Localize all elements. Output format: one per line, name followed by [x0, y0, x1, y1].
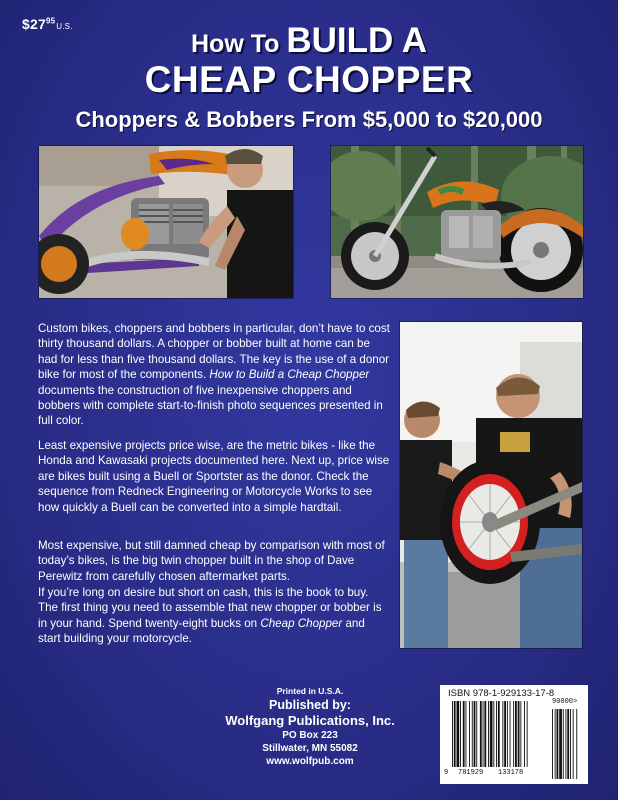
price-currency: U.S.: [56, 22, 73, 31]
photo-mechanic-at-work: [39, 146, 293, 298]
paragraph-4-book-title: Cheap Chopper: [260, 616, 343, 630]
photo-mechanic-illustration: [39, 146, 293, 298]
title-emphasis: BUILD A: [286, 21, 427, 60]
photo-wheel-illustration: [400, 322, 582, 648]
description-paragraph-3: Most expensive, but still damned cheap by comparison with most of today’s bikes, is the big twin chopper built in the shop of Dave Perewitz from carefully chosen aftermarket parts.: [38, 539, 385, 583]
price-cents: 95: [45, 16, 56, 26]
book-title-line2: CHEAP CHOPPER: [144, 59, 474, 100]
barcode-digits-right: 133178: [498, 769, 524, 777]
price-dollars: $27: [22, 16, 46, 32]
title-prefix: How To: [191, 30, 287, 58]
isbn-number: ISBN 978-1-929133-17-8: [448, 688, 555, 699]
photo-orange-chopper: [331, 146, 583, 298]
photo-chopper-illustration: [331, 146, 583, 298]
book-subtitle: Choppers & Bobbers From $5,000 to $20,000: [75, 107, 543, 132]
description-paragraph-2: Least expensive projects price wise, are the metric bikes - like the Honda and Kawasaki projects documented here. Next up, price wise are bikes built using a Buell or Sportster as the donor. Check the sequence from Redneck Engineering or Motorcycle Works to see how quickly a Buell can be converted into a simple hardtail.: [38, 439, 390, 514]
paragraph-1-text-a: Custom bikes, choppers and bobbers in particular, don’t have to cost thirty thousand dollars. A chopper or bobber built at home can be had for less than five thousand dollars. The key is the use of a donor bike for most of the components.: [38, 322, 390, 382]
paragraph-4-text-b: and start building your motorcycle.: [38, 616, 365, 646]
publisher-po-box: PO Box 223: [282, 730, 338, 741]
barcode-addon: 90000>: [552, 698, 578, 706]
paragraph-1-book-title: How to Build a Cheap Chopper: [209, 368, 370, 382]
paragraph-4-text-a: If you’re long on desire but short on cash, this is the book to buy. The first thing you need to assemble that new chopper or bobber is in your hand. Spend twenty-eight bucks on: [38, 586, 382, 630]
photo-wheel-assembly: [400, 322, 582, 648]
publisher-website: www.wolfpub.com: [266, 756, 354, 767]
publisher-city: Stillwater, MN 55082: [262, 743, 358, 754]
barcode-digits-left: 781929: [458, 769, 484, 777]
printed-in-label: Printed in U.S.A.: [276, 686, 344, 696]
published-by-label: Published by:: [269, 698, 351, 712]
publisher-name: Wolfgang Publications, Inc.: [225, 713, 395, 728]
description-paragraph-4: [38, 585, 390, 647]
paragraph-1-text-b: documents the construction of five inexpensive choppers and bobbers with complete start-to-finish photo sequences presented in full color.: [38, 383, 383, 428]
description-paragraph-1: [38, 321, 390, 429]
book-title-line1: [0, 22, 618, 63]
barcode-panel: [440, 685, 588, 784]
barcode-digit-lead: 9: [444, 769, 449, 777]
